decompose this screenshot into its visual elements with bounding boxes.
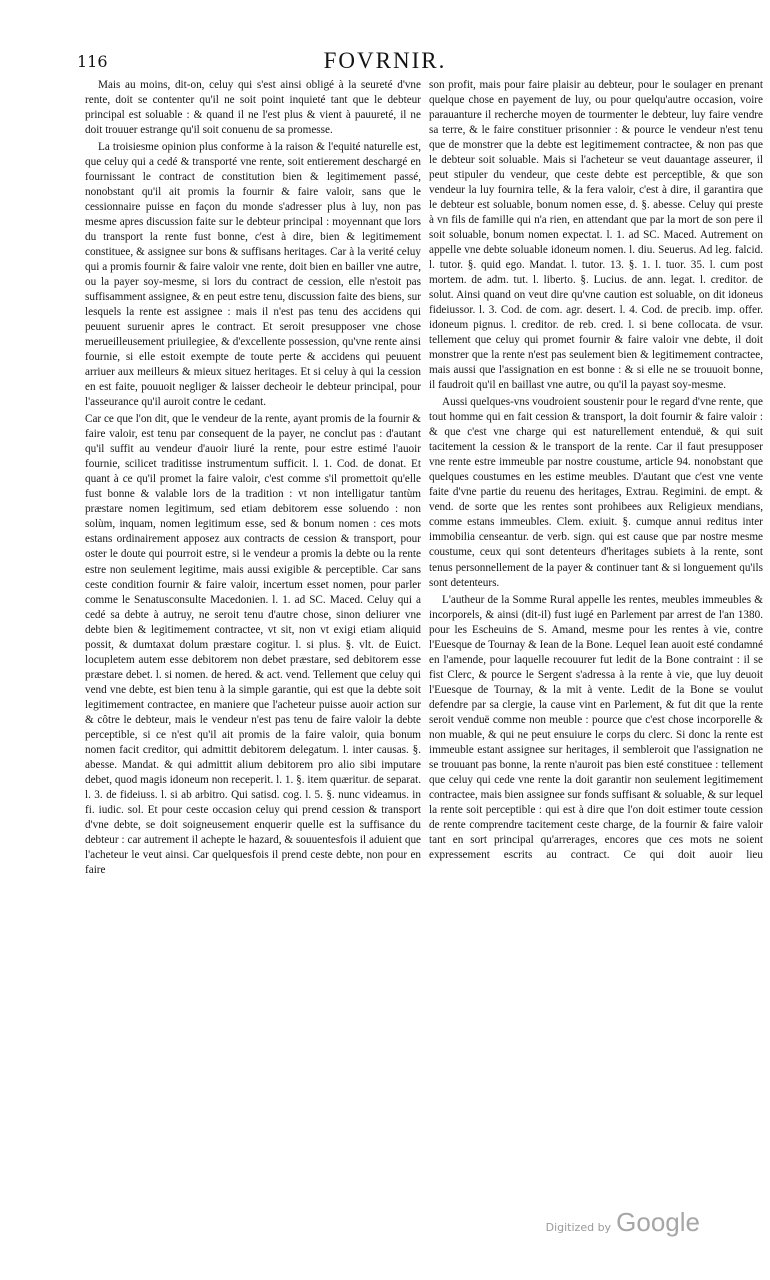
digitization-watermark xyxy=(546,1207,700,1238)
paragraph: Mais au moins, dit-on, celuy qui s'est ainsi obligé à la seureté d'vne rente, doit se contenter qu'il ne soit point inquieté tant que le debteur principal est soluable : & quand il ne l'est plus & vient à pauureté, il ne doit trouuer estrange qu'il soit conuenu de sa promesse. xyxy=(85,79,421,137)
page-number: 116 xyxy=(77,52,108,71)
page-header xyxy=(0,48,770,78)
google-logo: Google xyxy=(616,1207,700,1237)
right-text-column xyxy=(429,78,763,1163)
watermark-prefix: Digitized by xyxy=(545,1221,612,1234)
paragraph: L'autheur de la Somme Rural appelle les rentes, meubles immeubles & incorporels, & ainsi (dit-il) fust iugé en Parlement par arrest de l'an 1380. pour les Escheuins de S. Amand, mesme pour les rentes à vie, contre l'Euesque de Tournay & Iean de la Bone. Lequel Iean auoit esté condamné en l'amende, pour laquelle recouurer fut ledit de la Bone contraint : il se fist Clerc, & pource le Sergent s'adressa à la rente à vie, que luy deuoit l'Euesque de Tournay, & la mit à vente. Ledit de la Bone se voulut defendre par sa clergie, la cause vint en Parlement, & fut dit que la rente seroit venduë comme non meuble : pource que c'est chose incorporelle & non muable, & qui ne peut ensuiure le corps du clerc. Si donc la rente est immeuble estant assignee sur heritages, il sembleroit que l'assignation ne se trouuant pas bonne, la rente n'auroit pas bien esté constituee : tellement que celuy qui cede vne rente la doit garantir non seulement legitimement contractee, mais bien assignee sur fonds suffisant & soluable, & sur lequel la rente soit perceptible : qui est à dire que l'on doit estimer toute cession de rente comprendre tacitement ceste charge, de la fournir & faire valoir tant en sort principal qu'arrerages, encores que ces mots ne soient expressement escrits au contract. Ce qui doit auoir lieu xyxy=(429,593,763,861)
left-text-column xyxy=(85,78,421,1163)
paragraph: Car ce que l'on dit, que le vendeur de la rente, ayant promis de la fournir & faire valoir, est tenu par consequent de la payer, ne conclut pas : d'autant qu'il suffit au vendeur d'auoir liuré la rente, pour estre estimé l'auoir fournie, scilicet traditisse instrumentum sufficit. l. 1. Cod. de donat. Et quant à ce qu'il promet la faire valoir, c'est comme s'il promettoit qu'elle fust bonne & valable lors de la tradition : vt non intelligatur tantùm præstare nomen legitimum, sed etiam debitorem esse soluendo : non solùm, inquam, nomen legitimum esse, sed & bonum nomen : ces mots estans ordinairement apposez aux contracts de cession & transport, pour oster le doute qui pourroit estre, si le vendeur a promis la debte ou la rente estre non seulement legitime, mais aussi exigible & perceptible. Car sans ceste condition fournir & faire valoir, incertum esset nomen, pour parler comme le Senatusconsulte Macedonien. l. 1. ad SC. Maced. Celuy qui a cedé sa debte à autruy, ne seroit tenu d'autre chose, sinon deliurer vne debte bien & legitimement contractee, vt sit, non vt exigi etiam aliquid possit, & dumtaxat dolum præstare cogitur. l. si plus. §. vlt. de Euict. locupletem autem esse debitorem non debet præstare, sed debitorem esse præstare debet. l. si nomen. de hered. & act. vend. Tellement que celuy qui vend vne debte, est bien tenu à la simple garantie, qui est que la debte soit legitimement contractee, en maniere que l'acheteur puisse auoir action sur & côtre le debteur, mais le vendeur n'est pas tenu de faire valoir la debte perceptible, si ce n'est qu'il ait promis de la faire valoir, quia bonum nomen facit creditor, qui admittit debitorem delegatum. l. inter causas. §. abesse. Mandat. & qui admittit alium debitorem pro alio sibi imputare debet, quod magis idoneum non receperit. l. 1. §. item quæritur. de separat. l. 3. de fideiuss. l. si ab arbitro. Qui satisd. cog. l. 5. §. nunc videamus. in fi. iudic. sol. Et pour ceste occasion celuy qui prend cession & transport d'vne debte, se doit soigneusement enquerir quelle est la suffisance du debteur : car autrement il achepte le hazard, & souuentesfois il aduient que l'acheteur le veut ainsi. Car quelquesfois il prend ceste debte, non pour en faire xyxy=(85,413,421,876)
paragraph: La troisiesme opinion plus conforme à la raison & l'equité naturelle est, que celuy qui a cedé & transporté vne rente, soit entierement deschargé en fournissant le contract de constitution bien & legitimement passé, nonobstant qu'il ait promis la fournir & faire valoir, sans que le cessionnaire puisse en façon du monde s'adresser plus à luy, non pas mesme apres discussion faite sur le debteur principal : moyennant que lors du transport la rente fust bonne, c'est à dire, bien & legitimement constituee, & assignee sur bons & suffisans heritages. Car à la verité celuy qui a promis fournir & faire valoir vne rente, doit bien en bailler vne autre, ou la payer soy-mesme, si lors du contract de cession, elle n'estoit pas suffisamment assignee, & en peut estre tenu, discussion faite des biens, sur lesquels la rente est assignee : mais il n'est pas tenu des accidens qui peuuent suruenir apres le contract. Et seroit presupposer vne chose merueilleusement priuilegiee, & d'excellente possession, qu'vne rente ainsi fournie, si elle estoit exempte de toute perte & accidens qui peuuent arriuer aux meilleurs & mieux situez heritages. Et si celuy à qui la cession en est faite, pouuoit negliger & laisser decheoir le debteur principal, pour l'asseurance qu'il auroit contre le cedant. xyxy=(85,141,421,409)
paragraph: Aussi quelques-vns voudroient soustenir pour le regard d'vne rente, que tout homme qui en fait cession & transport, la doit fournir & faire valoir : & que c'est vne charge qui est naturellement entenduë, & qui suit tacitement la cession & le transport de la rente. Car il faut presupposer vne rente estre immeuble par nostre coustume, article 94. nonobstant que quelques coustumes en les estime meubles. D'autant que c'est vne vente faite d'vne partie du reuenu des heritages, Extrau. Regimini. de empt. & vend. de sorte que les rentes sont prohibees aux Religieux mendians, comme estans immeubles. Clem. exiuit. §. cumque annui reditus inter immobilia censeantur. de verb. sign. qui est cause que par nostre mesme coustume, ceux qui sont detenteurs d'heritages subiets à la rente, sont tenus personnellement de la payer & continuer tant & si longuement qu'ils sont detenteurs. xyxy=(429,396,763,589)
running-title: FOVRNIR. xyxy=(323,48,447,73)
paragraph: son profit, mais pour faire plaisir au debteur, pour le soulager en prenant quelque chose en payement de luy, ou pour quelqu'autre occasion, voire parauanture il recherche moyen de tourmenter le debteur, luy faire vendre sa terre, & le faire constituer prisonnier : & pource le vendeur n'est tenu que de monstrer que la debte est legitimement contractee, & non pas que le debteur soit soluable. Mais si l'acheteur se veut dauantage asseurer, il peut stipuler du vendeur, que ceste debte est perceptible, & que son vendeur la luy fournira telle, & la fera valoir, c'est à dire, il garantira que le debteur est soluable, bonum nomen esse, d. §. abesse. Celuy qui preste à vn fils de famille qui n'a rien, en attendant que par la mort de son pere il soit soluable, bonum nomen expectat. l. 1. ad SC. Maced. Autrement on appelle vne debte soluable idoneum nomen. l. diu. Seuerus. Ad leg. falcid. l. tutor. §. quid ego. Mandat. l. tutor. 13. §. 1. l. tuor. 35. l. cum post mortem. de adm. tut. l. liberto. §. Lucius. de ann. legat. l. creditor. de solut. Ainsi quand on veut dire qu'vne caution est soluable, on dit idoneus fideiussor. l. 3. Cod. de com. agr. desert. l. 4. Cod. de precib. imp. offer. idoneum pignus. l. creditor. de reb. cred. l. si bene collocata. de vsur. tellement que celuy qui promet fournir & faire valoir vne debte, il doit monstrer que la rente n'est pas seulement bien & legitimement contractee, mais aussi que l'assignation en est bonne : & si elle ne se trouuoit bonne, il faudroit qu'il en baillast vne autre, ou qu'il la payast soy-mesme. xyxy=(429,79,763,392)
